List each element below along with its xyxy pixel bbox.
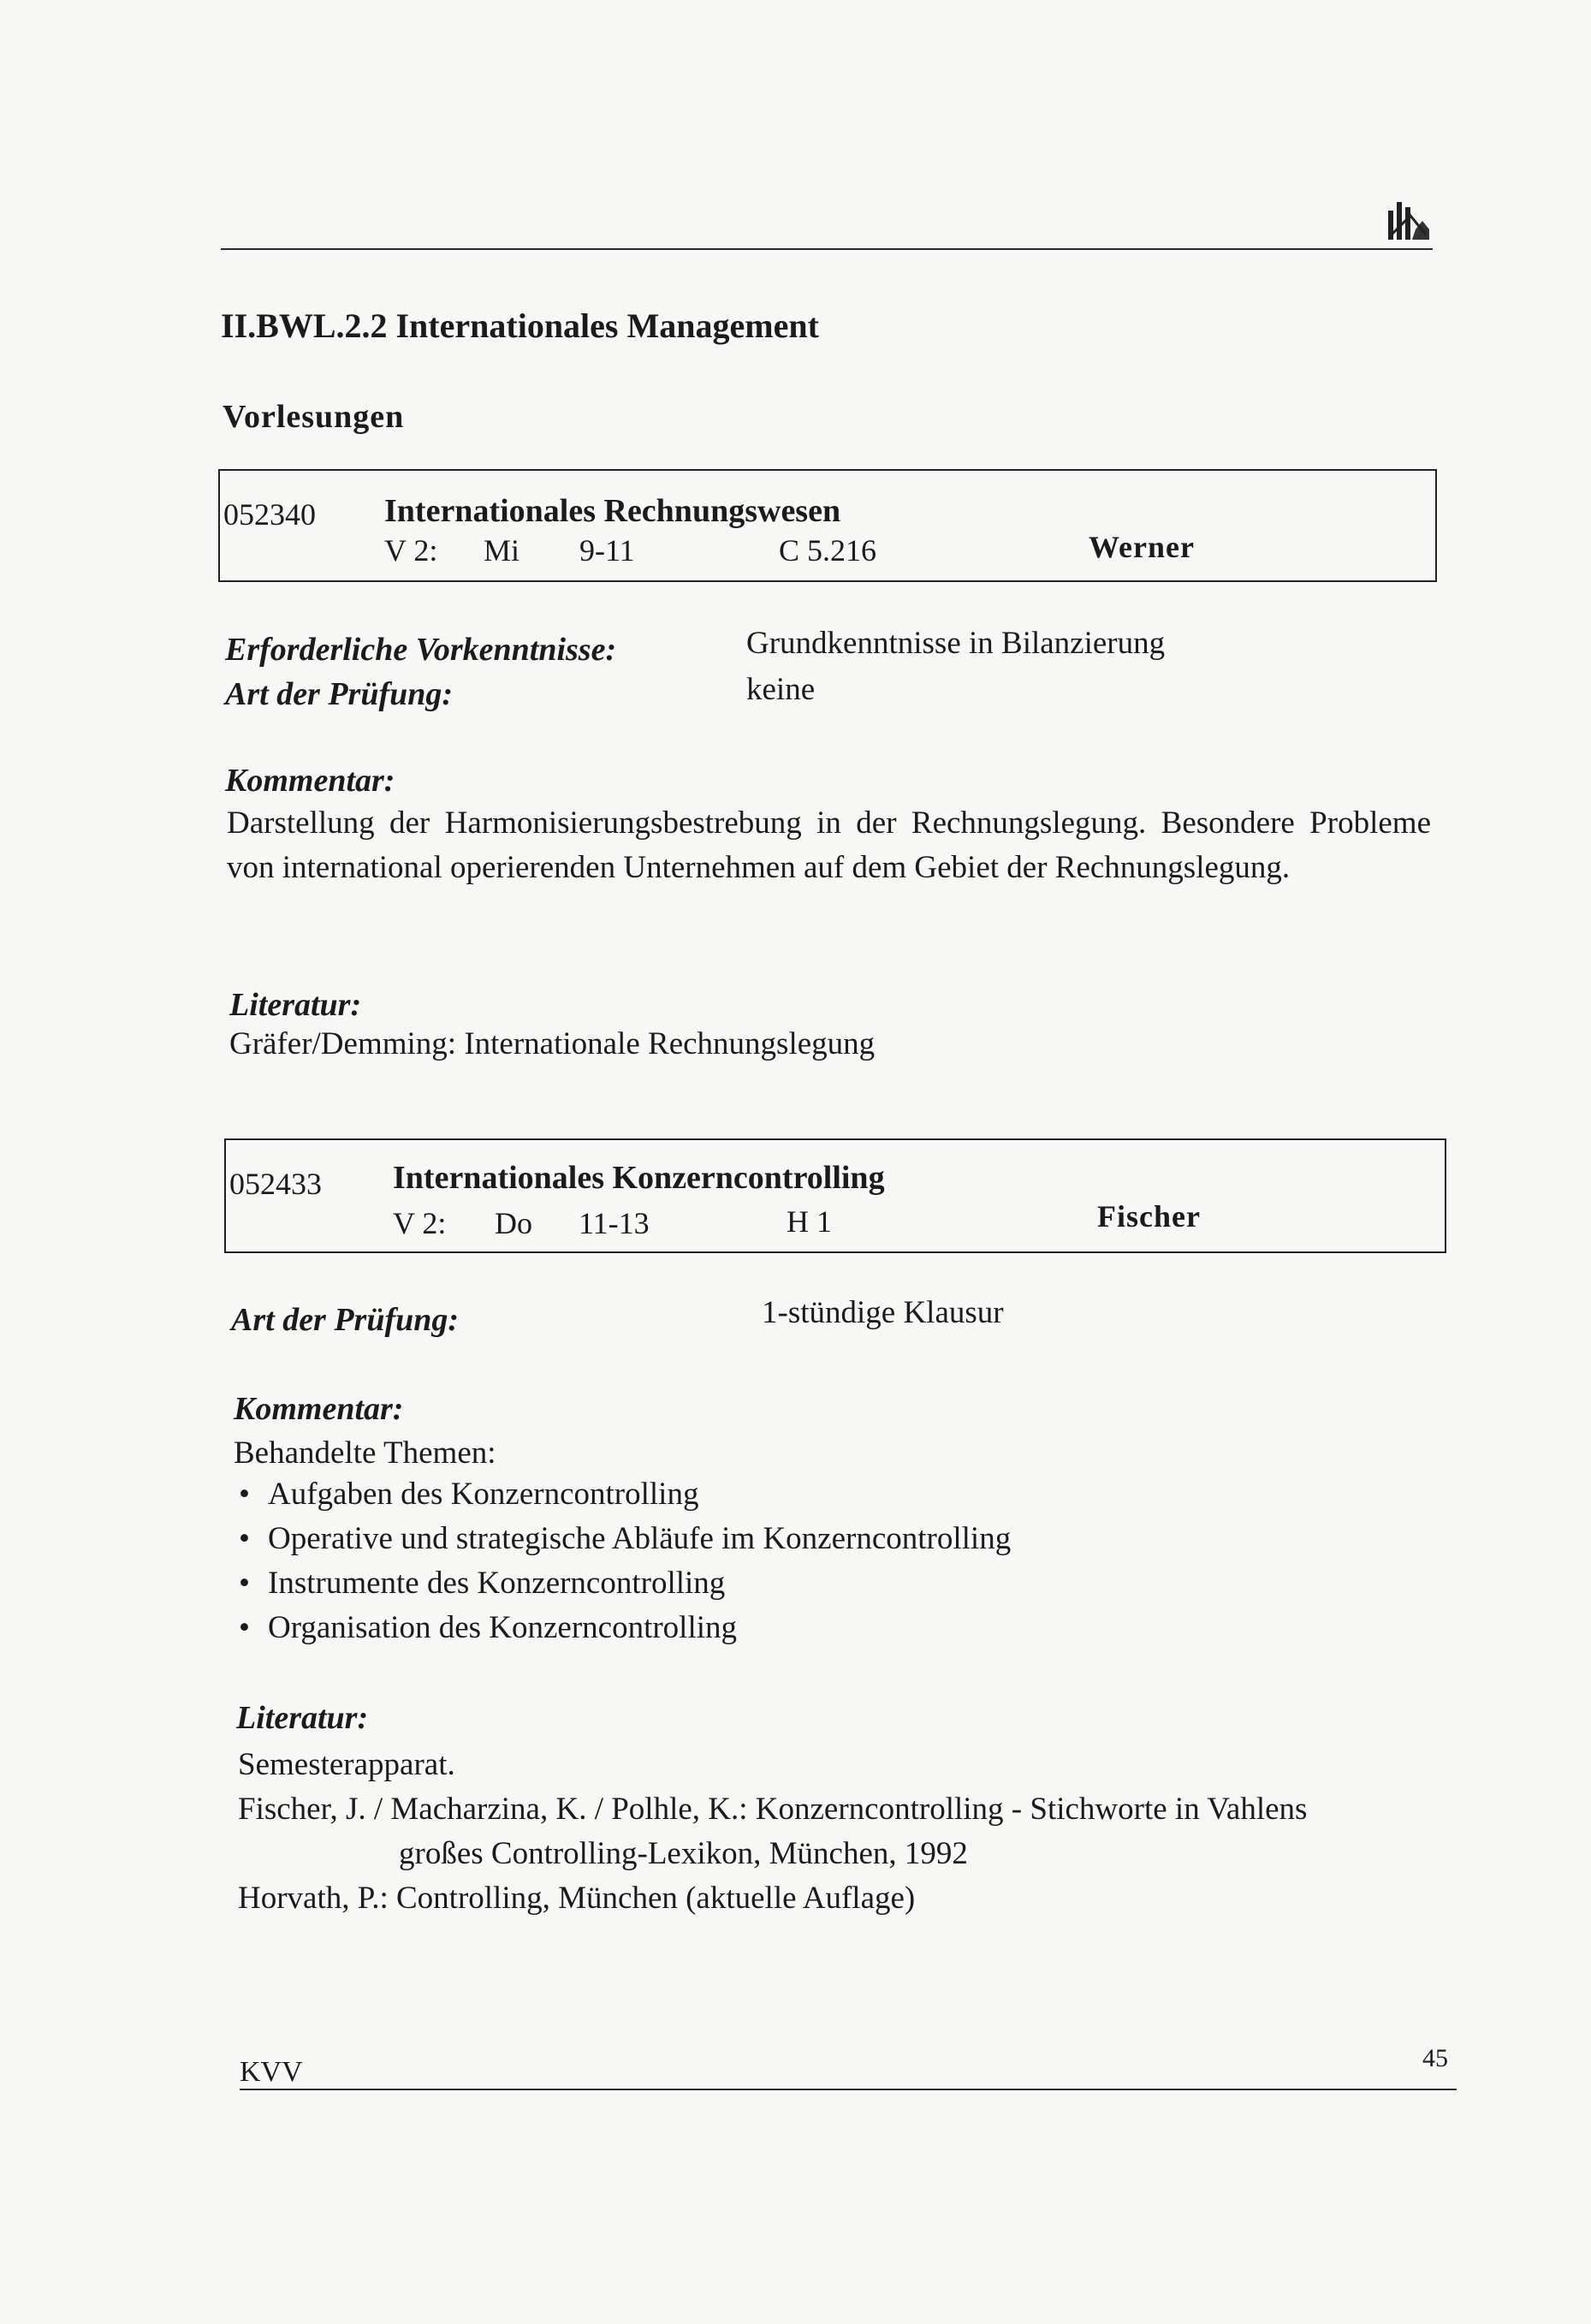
footer-label: KVV — [240, 2056, 303, 2088]
course-title: Internationales Rechnungswesen — [384, 493, 841, 529]
list-item: • Aufgaben des Konzerncontrolling — [234, 1472, 1432, 1517]
detail-label: Art der Prüfung: — [231, 1302, 460, 1338]
course-time: 11-13 — [579, 1206, 650, 1240]
course-number: 052433 — [229, 1167, 322, 1201]
course-room: H 1 — [787, 1204, 832, 1239]
detail-label: Erforderliche Vorkenntnisse: — [225, 632, 617, 668]
topic-list — [234, 1472, 1432, 1650]
course-time: 9-11 — [579, 533, 635, 568]
page-number: 45 — [1422, 2044, 1448, 2072]
footer-rule — [240, 2089, 1457, 2090]
detail-label: Art der Prüfung: — [225, 676, 454, 712]
detail-value: keine — [746, 672, 816, 707]
comment-label: Kommentar: — [225, 763, 395, 799]
course-day: Do — [495, 1206, 532, 1240]
course-header-box — [224, 1138, 1446, 1253]
header-rule — [221, 248, 1433, 250]
literature-entry: Fischer, J. / Macharzina, K. / Polhle, K.: Konzerncontrolling - Stichworte in Vahlens — [238, 1792, 1308, 1827]
literature-label: Literatur: — [229, 987, 362, 1023]
course-lecturer: Fischer — [1097, 1199, 1201, 1233]
course-room: C 5.216 — [779, 533, 877, 568]
literature-entry: Semesterapparat. — [238, 1747, 455, 1782]
section-title: II.BWL.2.2 Internationales Management — [221, 306, 819, 345]
course-lecturer: Werner — [1089, 530, 1195, 564]
subsection-title: Vorlesungen — [223, 399, 405, 435]
list-item: • Organisation des Konzerncontrolling — [234, 1606, 1432, 1650]
course-title: Internationales Konzerncontrolling — [393, 1160, 885, 1196]
course-type: V 2: — [393, 1206, 447, 1240]
detail-value: 1-stündige Klausur — [762, 1295, 1004, 1330]
list-item: • Operative und strategische Abläufe im Konzerncontrolling — [234, 1517, 1432, 1561]
institute-logo-icon — [1385, 195, 1433, 243]
course-day: Mi — [484, 533, 520, 568]
course-header-box — [218, 469, 1437, 582]
literature-label: Literatur: — [236, 1700, 369, 1736]
literature-entry: Gräfer/Demming: Internationale Rechnungslegung — [229, 1026, 876, 1061]
comment-intro: Behandelte Themen: — [234, 1435, 496, 1471]
literature-entry: Horvath, P.: Controlling, München (aktuelle Auflage) — [238, 1881, 916, 1916]
detail-value: Grundkenntnisse in Bilanzierung — [746, 626, 1166, 661]
comment-text: Darstellung der Harmonisierungsbestrebung in der Rechnungslegung. Besondere Probleme von international operierenden Unternehmen auf dem Gebiet der Rechnungslegung. — [227, 805, 1431, 885]
comment-label: Kommentar: — [234, 1391, 404, 1427]
literature-entry: großes Controlling-Lexikon, München, 1992 — [399, 1836, 968, 1871]
course-number: 052340 — [223, 497, 316, 532]
course-type: V 2: — [384, 533, 438, 568]
list-item: • Instrumente des Konzerncontrolling — [234, 1561, 1432, 1606]
